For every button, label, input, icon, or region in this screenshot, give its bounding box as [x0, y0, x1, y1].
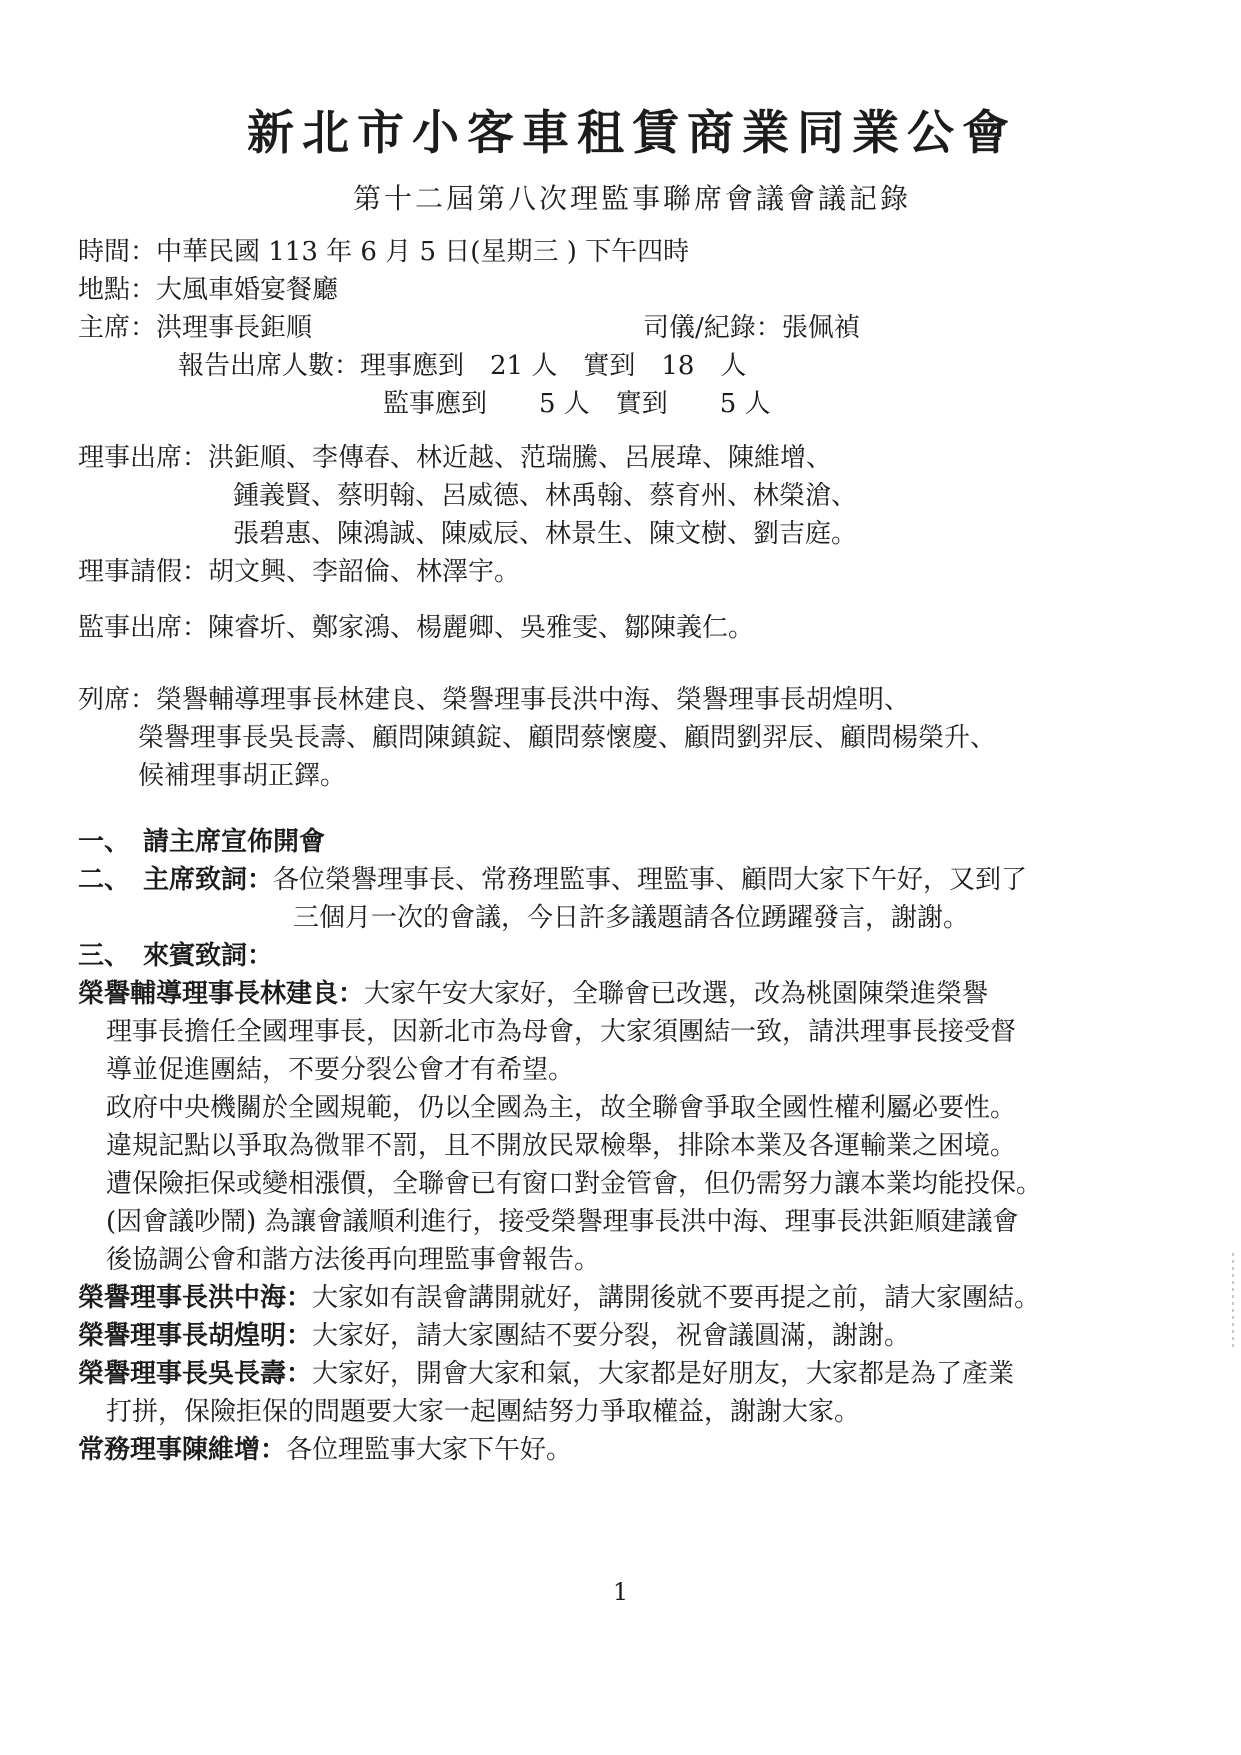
bold-segment: 榮譽理事長吳長壽：	[78, 1359, 313, 1389]
text-line	[78, 271, 1186, 309]
bold-segment: 三、 來賓致詞：	[78, 941, 274, 971]
recorder-label: 司儀/紀錄：張佩禎	[643, 313, 860, 343]
text-line	[78, 1165, 1186, 1203]
text-line	[78, 1355, 1186, 1393]
text-line	[78, 439, 1186, 477]
text-line	[78, 309, 1186, 347]
text-line	[78, 719, 1186, 757]
line-text: 大家好，請大家團結不要分裂，祝會議圓滿，謝謝。	[312, 1321, 911, 1351]
text-line	[78, 681, 1186, 719]
line-text: 後協調公會和諧方法後再向理監事會報告。	[106, 1245, 601, 1275]
text-line	[78, 1317, 1186, 1355]
document-content	[78, 0, 1186, 1469]
line-text: 大家午安大家好，全聯會已改選，改為桃園陳榮進榮譽	[364, 979, 989, 1009]
bold-segment: 一、 請主席宣佈開會	[78, 827, 326, 857]
document-title: 新北市小客車租賃商業同業公會	[247, 106, 1017, 161]
text-line	[78, 1431, 1186, 1469]
text-line	[78, 861, 1186, 899]
text-line	[78, 553, 1186, 591]
line-text: 違規記點以爭取為微罪不罰，且不開放民眾檢舉，排除本業及各運輸業之困境。	[106, 1131, 1017, 1161]
bold-segment: 常務理事陳維增：	[78, 1435, 287, 1465]
line-text: (因會議吵鬧) 為讓會議順利進行，接受榮譽理事長洪中海、理事長洪鉅順建議會	[106, 1207, 1019, 1237]
line-text: 各位榮譽理事長、常務理監事、理監事、顧問大家下午好，又到了	[273, 865, 1028, 895]
line-text: 導並促進團結，不要分裂公會才有希望。	[106, 1055, 575, 1085]
line-text: 候補理事胡正鐸。	[138, 761, 347, 791]
text-line	[78, 609, 1186, 647]
line-text: 遭保險拒保或變相漲價，全聯會已有窗口對金管會，但仍需努力讓本業均能投保。	[106, 1169, 1043, 1199]
bold-segment: 榮譽輔導理事長林建良：	[78, 979, 365, 1009]
text-line	[78, 899, 1186, 937]
line-text: 地點：大風車婚宴餐廳	[78, 275, 339, 305]
line-text: 報告出席人數：理事應到 21 人 實到 18 人	[178, 351, 747, 381]
bold-segment: 二、 主席致詞：	[78, 865, 274, 895]
text-line	[78, 1013, 1186, 1051]
bold-segment: 榮譽理事長胡煌明：	[78, 1321, 313, 1351]
text-line	[78, 347, 1186, 385]
scan-artifact-line	[1232, 1253, 1234, 1349]
text-line	[78, 515, 1186, 553]
line-text: 監事出席：陳睿圻、鄭家鴻、楊麗卿、吳雅雯、鄒陳義仁。	[78, 613, 755, 643]
text-line	[78, 823, 1186, 861]
bold-segment: 榮譽理事長洪中海：	[78, 1283, 313, 1313]
line-text: 時間：中華民國 113 年 6 月 5 日(星期三 ) 下午四時	[78, 237, 690, 267]
line-text: 各位理監事大家下午好。	[286, 1435, 573, 1465]
text-line	[78, 233, 1186, 271]
text-line	[78, 1203, 1186, 1241]
line-text: 監事應到 5 人 實到 5 人	[383, 389, 771, 419]
text-line	[78, 385, 1186, 423]
line-text: 理事出席：洪鉅順、李傳春、林近越、范瑞騰、呂展瑋、陳維增、	[78, 443, 833, 473]
line-text: 打拼，保險拒保的問題要大家一起團結努力爭取權益，謝謝大家。	[106, 1397, 861, 1427]
line-text: 張碧惠、陳鴻誠、陳威辰、林景生、陳文樹、劉吉庭。	[233, 519, 858, 549]
line-text: 列席：榮譽輔導理事長林建良、榮譽理事長洪中海、榮譽理事長胡煌明、	[78, 685, 911, 715]
text-line	[78, 1279, 1186, 1317]
text-line	[78, 1089, 1186, 1127]
text-line	[78, 975, 1186, 1013]
line-text: 理事長擔任全國理事長，因新北市為母會，大家須團結一致，請洪理事長接受督	[106, 1017, 1017, 1047]
page-number: 1	[612, 1578, 629, 1606]
text-line	[78, 1241, 1186, 1279]
text-line	[78, 1051, 1186, 1089]
line-text: 大家如有誤會講開就好，講開後就不要再提之前，請大家團結。	[312, 1283, 1041, 1313]
line-text: 榮譽理事長吳長壽、顧問陳鎮錠、顧問蔡懷慶、顧問劉羿辰、顧問楊榮升、	[138, 723, 997, 753]
text-line	[78, 1127, 1186, 1165]
text-line	[78, 937, 1186, 975]
line-text: 政府中央機關於全國規範，仍以全國為主，故全聯會爭取全國性權利屬必要性。	[106, 1093, 1017, 1123]
line-text: 鍾義賢、蔡明翰、呂威德、林禹翰、蔡育州、林榮滄、	[233, 481, 858, 511]
line-text: 大家好，開會大家和氣，大家都是好朋友，大家都是為了產業	[312, 1359, 1015, 1389]
line-text: 主席：洪理事長鉅順	[78, 313, 313, 343]
text-line	[78, 477, 1186, 515]
text-line	[78, 1393, 1186, 1431]
document-subtitle: 第十二屆第八次理監事聯席會議會議記錄	[352, 182, 911, 215]
line-text: 理事請假：胡文興、李韶倫、林澤宇。	[78, 557, 521, 587]
text-line	[78, 757, 1186, 795]
line-text: 三個月一次的會議，今日許多議題請各位踴躍發言，謝謝。	[293, 903, 970, 933]
document-body	[78, 233, 1186, 1469]
